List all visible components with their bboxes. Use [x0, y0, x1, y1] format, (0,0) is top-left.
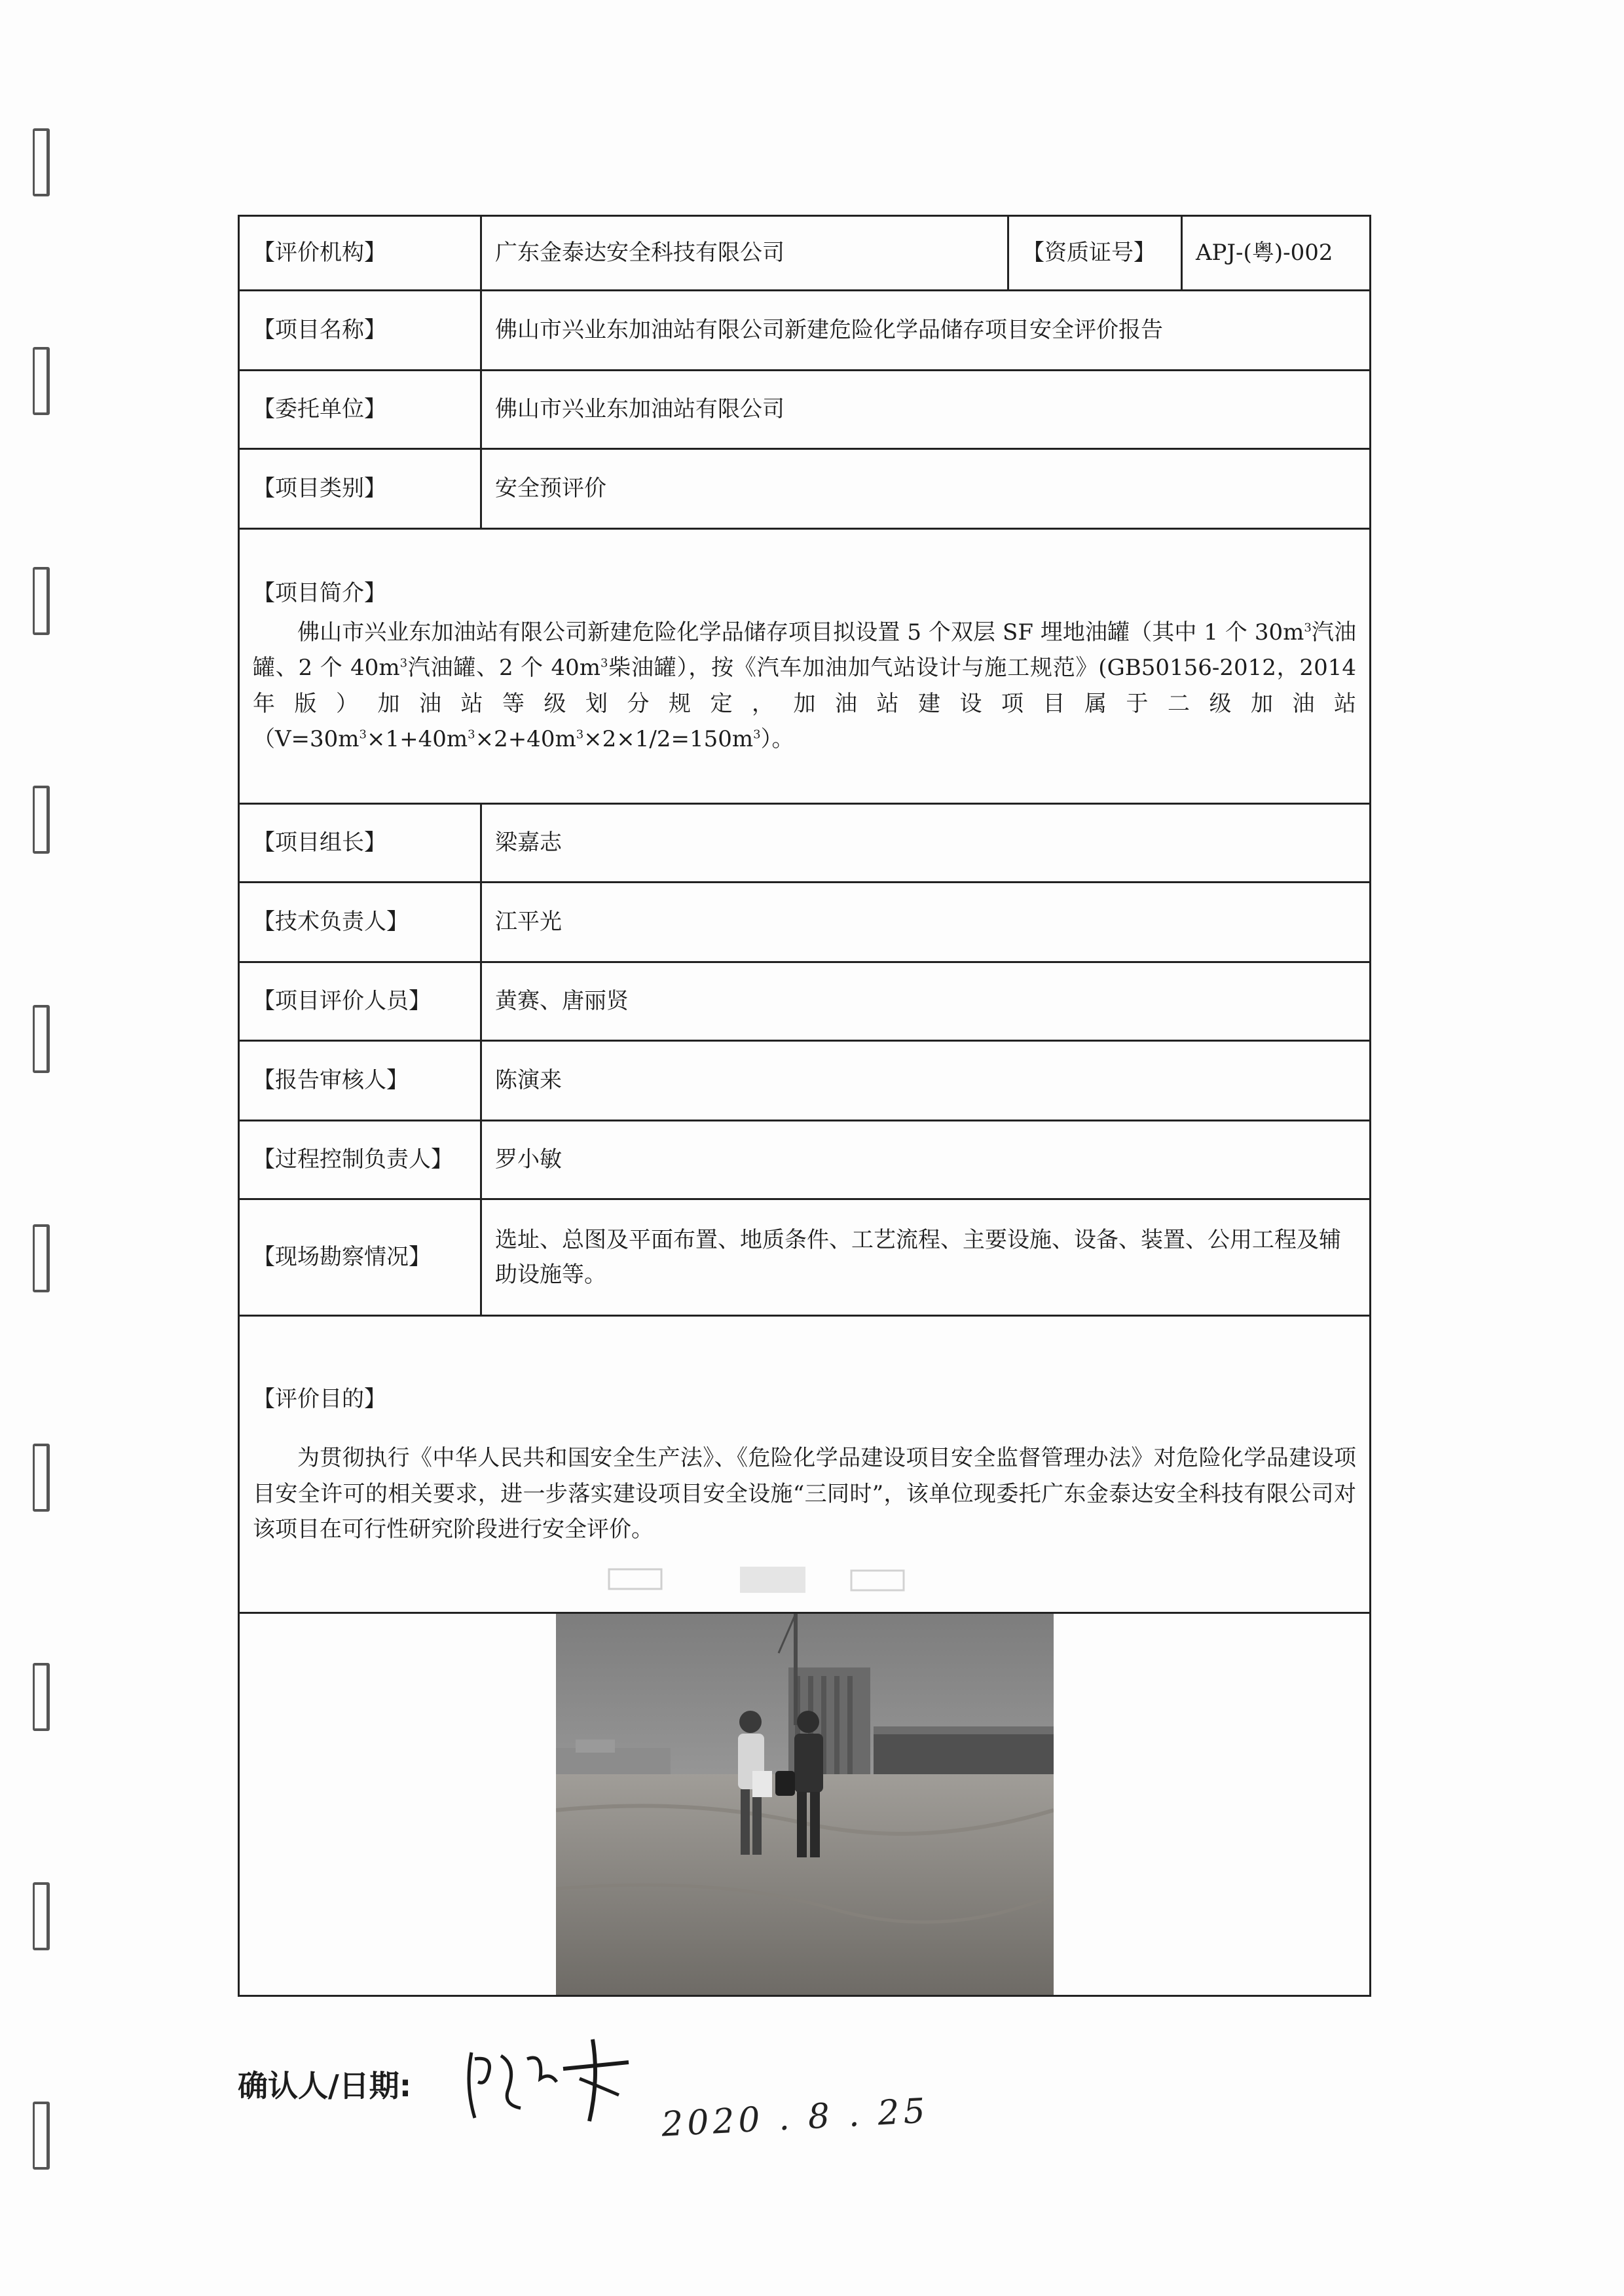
binder-mark	[33, 1005, 50, 1073]
cert-label: 【资质证号】	[1008, 216, 1182, 291]
tech-label: 【技术负责人】	[239, 883, 481, 962]
evaluators-value: 黄赛、唐丽贤	[481, 962, 1371, 1041]
survey-label: 【现场勘察情况】	[239, 1199, 481, 1316]
reviewer-value: 陈演来	[481, 1041, 1371, 1121]
category-value: 安全预评价	[481, 449, 1371, 529]
leader-value: 梁嘉志	[481, 804, 1371, 883]
binder-mark	[33, 128, 50, 196]
leader-label: 【项目组长】	[239, 804, 481, 883]
cert-value: APJ-(粤)-002	[1182, 216, 1371, 291]
site-photo-cell	[239, 1613, 1371, 1996]
binder-mark	[33, 2102, 50, 2170]
project-name-value: 佛山市兴业东加油站有限公司新建危险化学品储存项目安全评价报告	[481, 291, 1371, 371]
signature-drawing	[458, 2033, 655, 2124]
client-value: 佛山市兴业东加油站有限公司	[481, 371, 1371, 449]
tech-value: 江平光	[481, 883, 1371, 962]
handwritten-signature	[458, 2033, 655, 2127]
signature-date: 2020 . 8 . 25	[660, 2091, 931, 2145]
site-photo-image	[556, 1614, 1054, 1995]
client-label: 【委托单位】	[239, 371, 481, 449]
process-label: 【过程控制负责人】	[239, 1121, 481, 1199]
purpose-text: 为贯彻执行《中华人民共和国安全生产法》、《危险化学品建设项目安全监督管理办法》对危险化学品建设项目安全许可的相关要求，进一步落实建设项目安全设施“三同时”，该单位现委托广东金泰达安全科技有限公司对该项目在可行性研究阶段进行安全评价。	[253, 1445, 1356, 1542]
survey-value: 选址、总图及平面布置、地质条件、工艺流程、主要设施、设备、装置、公用工程及辅助设施等。	[481, 1199, 1371, 1316]
faded-stamp-mark	[602, 1561, 969, 1601]
org-value: 广东金泰达安全科技有限公司	[481, 216, 1008, 291]
project-name-label: 【项目名称】	[239, 291, 481, 371]
binder-mark	[33, 786, 50, 854]
reviewer-label: 【报告审核人】	[239, 1041, 481, 1121]
category-label: 【项目类别】	[239, 449, 481, 529]
binder-mark	[33, 1663, 50, 1731]
binder-mark	[33, 1444, 50, 1512]
org-label: 【评价机构】	[239, 216, 481, 291]
site-photo	[556, 1614, 1054, 1995]
binder-mark	[33, 1224, 50, 1292]
evaluators-label: 【项目评价人员】	[239, 962, 481, 1041]
process-value: 罗小敏	[481, 1121, 1371, 1199]
binder-mark	[33, 1882, 50, 1950]
purpose-label: 【评价目的】	[253, 1385, 386, 1412]
evaluation-info-table	[238, 215, 1371, 1997]
binder-mark	[33, 347, 50, 415]
project-intro-cell	[239, 529, 1371, 804]
binder-mark	[33, 567, 50, 635]
intro-text: 佛山市兴业东加油站有限公司新建危险化学品储存项目拟设置 5 个双层 SF 埋地油罐（其中 1 个 $30m^3$汽油罐、2 个 $40m^3$汽油罐、2 个 $40m^3$柴油罐），按《汽车加油加气站设计与施工规范》(GB50156-2012，2014 年版）加油站等级划分规定，加油站建设项目属于二级加油站$(V=30m^3\times 1+40m^3\times 2+40m^3\times 2\times 1/2=150m^3)$。	[253, 619, 1356, 753]
intro-label: 【项目简介】	[253, 579, 386, 606]
faded-stamp-graphic	[602, 1561, 969, 1601]
confirm-label: 确认人/日期:	[238, 2068, 412, 2104]
